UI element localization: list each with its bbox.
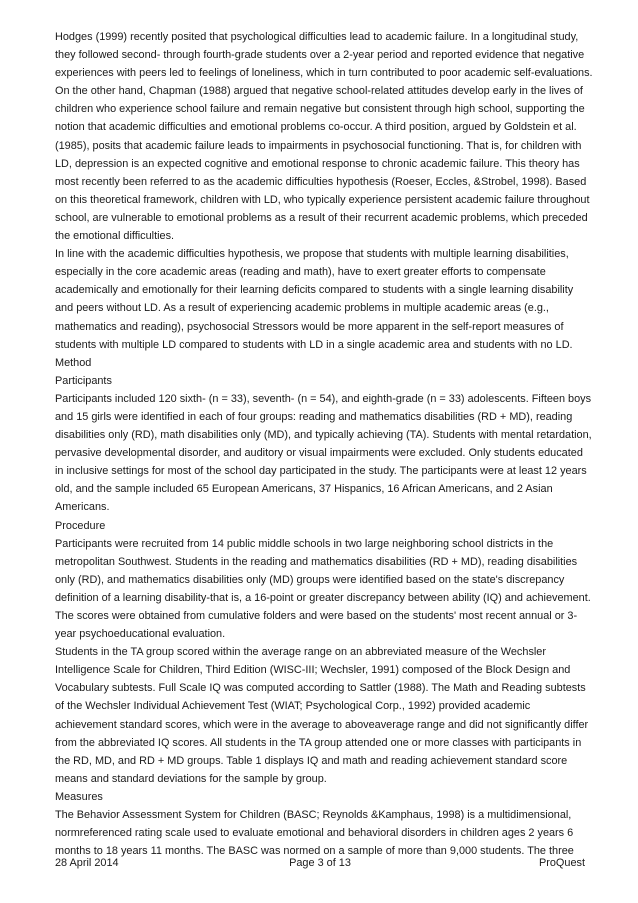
heading-procedure: Procedure — [55, 519, 106, 532]
paragraph-ta-group: Students in the TA group scored within the average range on an abbreviated measure of the Wechsler Intelligence Scale for Children, Third Edition (WISC-III; Wechsler, 1991) composed of the Block Design and Vocabulary subtests. Full Scale IQ was computed according to Sattler (1988). The Math and Reading subtests of the Wechsler Individual Achievement Test (WIAT; Psychological Corp., 1992) provided academic achievement standard scores, which were in the average to aboveaverage range and did not significantly differ from the abbreviated IQ scores. All students in the TA group attended one or more classes with participants in the RD, MD, and RD + MD groups. Table 1 displays IQ and math and reading achievement standard score means and standard deviations for the sample by group. — [55, 646, 589, 785]
paragraph-basc: The Behavior Assessment System for Children (BASC; Reynolds &Kamphaus, 1998) is a multidimensional, normreferenced rating scale used to evaluate emotional and behavioral disorders in children ages 2 years 6 months to 18 years 11 months. The BASC was normed on a sample of more than 9,000 students. The three — [55, 809, 574, 858]
paragraph-procedure: Participants were recruited from 14 public middle schools in two large neighboring school districts in the metropolitan Southwest. Students in the reading and mathematics disabilities (RD + MD), reading disabilities only (RD), and mathematics disabilities only (MD) groups were identified based on the state's discrepancy definition of a learning disability-that is, a 16-point or greater discrepancy between ability (IQ) and achievement. The scores were obtained from cumulative folders and were based on the students' most recent annual or 3-year psychoeducational evaluation. — [55, 537, 591, 641]
heading-measures: Measures — [55, 790, 103, 803]
article-body — [55, 28, 593, 860]
paragraph-hodges: Hodges (1999) recently posited that psychological difficulties lead to academic failure. In a longitudinal study, they followed second- through fourth-grade students over a 2-year period and reported evidence that negative experiences with peers led to feelings of loneliness, which in turn contributed to poor academic self-evaluations. On the other hand, Chapman (1988) argued that negative school-related attitudes develop early in the lives of children who experience school failure and remain negative but consistent through high school, supporting the notion that academic difficulties and emotional problems co-occur. A third position, argued by Goldstein et al. (1985), posits that academic failure leads to impairments in psychosocial functioning. That is, for children with LD, depression is an expected cognitive and emotional response to chronic academic failure. This theory has most recently been referred to as the academic difficulties hypothesis (Roeser, Eccles, &Strobel, 1998). Based on this theoretical framework, children with LD, who typically experience persistent academic failure throughout school, are vulnerable to emotional problems as a result of their recurrent academic problems, which preceded the emotional difficulties. — [55, 31, 593, 243]
footer-date: 28 April 2014 — [55, 857, 119, 869]
paragraph-participants: Participants included 120 sixth- (n = 33), seventh- (n = 54), and eighth-grade (n = 33) adolescents. Fifteen boys and 15 girls were identified in each of four groups: reading and mathematics disabilities (RD + MD), reading disabilities only (RD), math disabilities only (MD), and typically achieving (TA). Students with mental retardation, pervasive developmental disorder, and auditory or visual impairments were excluded. Only students educated in inclusive settings for most of the school day participated in the study. The participants were at least 12 years old, and the sample included 65 European Americans, 37 Hispanics, 16 African Americans, and 2 Asian Americans. — [55, 392, 592, 514]
page-footer — [55, 857, 585, 869]
footer-source: ProQuest — [538, 857, 585, 869]
heading-method: Method — [55, 356, 92, 369]
paragraph-hypothesis: In line with the academic difficulties hypothesis, we propose that students with multiple learning disabilities, especially in the core academic areas (reading and math), have to exert greater efforts to compensate academically and emotionally for their learning deficits compared to students with a single learning disability and peers without LD. As a result of experiencing academic problems in multiple academic areas (e.g., mathematics and reading), psychosocial Stressors would be more apparent in the self-report measures of students with multiple LD compared to students with LD in a single academic area and students with no LD. — [55, 248, 574, 351]
heading-participants: Participants — [55, 374, 112, 387]
footer-page-number: Page 3 of 13 — [289, 857, 351, 869]
